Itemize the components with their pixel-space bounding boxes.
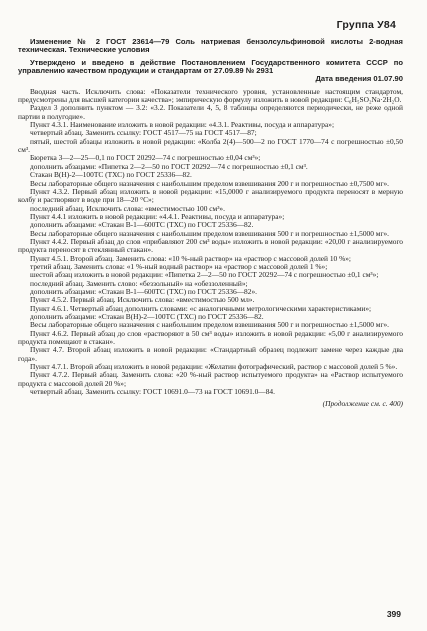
body-paragraph: Пункт 4.7. Второй абзац изложить в новой редакции: «Стандартный образец подлежит замене через каждые два года». (18, 345, 403, 363)
body-paragraph: Пункт 4.4.2. Первый абзац до слов «прибавляют 200 см³ воды» изложить в новой редакции: «20,00 г анализируемого продукта переносят в стеклянный стакан». (18, 236, 403, 255)
body-paragraph: Пункт 4.6.1. Четвертый абзац дополнить словами: «с аналогичными метрологическими характеристиками»; (30, 303, 372, 313)
body-paragraph: Пункт 4.4.1 изложить в новой редакции: «4.4.1. Реактивы, посуда и аппаратура»; (30, 211, 285, 221)
paragraph-list (18, 88, 403, 397)
page-number: 399 (386, 609, 401, 619)
body-paragraph: Стакан В(Н)-2—100ТС (ТХС) по ГОСТ 25336—82. (30, 170, 192, 180)
body-paragraph: Пункт 4.7.2. Первый абзац. Заменить слова: «20 %-ный раствор испытуемого продукта» на «Раствор испытуемого продукта с массовой долей 20 %»; (18, 370, 403, 388)
body-paragraph: шестой абзац изложить в новой редакции: «Пипетка 2—2—50 по ГОСТ 20292—74 с погрешностью ±0,1 см³»; (30, 270, 379, 280)
body-paragraph: Пункт 4.5.1. Второй абзац. Заменить слова: «10 %-ный раствор» на «раствор с массовой долей 10 %»; (30, 253, 351, 263)
body-paragraph: дополнить абзацами: «Стакан В-1—600ТС (ТХС) по ГОСТ 25336—82». (30, 286, 257, 296)
body-paragraph: Бюретка 3—2—25—0,1 по ГОСТ 20292—74 с погрешностью ±0,04 см³»; (30, 153, 261, 163)
body-paragraph: третий абзац. Заменить слова: «1 %-ный водный раствор» на «раствор с массовой долей 1 %»; (30, 261, 328, 271)
body-paragraph: Весы лабораторные общего назначения с наибольшим пределом взвешивания 200 г и погрешностью ±0,7500 мг». (30, 178, 390, 188)
body-paragraph: Пункт 4.5.2. Первый абзац. Исключить слова: «вместимостью 500 мл». (30, 295, 255, 305)
body-paragraph: дополнить абзацами: «Стакан В(Н)-2—100ТС (ТХС) по ГОСТ 25336—82. (30, 312, 264, 321)
body-paragraph: Раздел 3 дополнить пунктом — 3.2: «3.2. Показатели 4, 5, 8 таблицы определяются периодически, не реже одной партии в полугодие». (18, 103, 403, 121)
body-paragraph: Пункт 4.3.1. Наименование изложить в новой редакции: «4.3.1. Реактивы, посуда и аппаратура»; (30, 120, 335, 130)
group-code: Группа У84 (336, 19, 396, 31)
body-paragraph: Вводная часть. Исключить слова: «Показатели технического уровня, установленные настоящим стандартом, предусмотрены для высшей категории качества»; эмпирическую формулу изложить в новой редакции: C₆H₅SO₂Na·2H₂O. (18, 86, 403, 105)
body-paragraph: четвертый абзац. Заменить ссылку: ГОСТ 4517—75 на ГОСТ 4517—87; (30, 128, 257, 138)
approval-statement: Утверждено и введено в действие Постановлением Государственного комитета СССР по управлению качеством продукции и стандартам от 27.09.89 № 2931 (18, 57, 403, 76)
document-body (18, 38, 403, 409)
continuation-note: (Продолжение см. с. 400) (322, 399, 403, 409)
effective-date: Дата введения 01.07.90 (315, 74, 403, 84)
body-paragraph: Пункт 4.7.1. Второй абзац изложить в новой редакции: «Желатин фотографический, раствор с массовой долей 5 %». (30, 362, 398, 372)
body-paragraph: последний абзац. Заменить слово: «беззольный» на «обеззоленный»; (30, 278, 248, 288)
body-paragraph: четвертый абзац. Заменить ссылку: ГОСТ 10691.0—73 на ГОСТ 10691.0—84. (30, 387, 275, 397)
body-paragraph: Весы лабораторные общего назначения с наибольшим пределом взвешивания 500 г и погрешностью ±1,5000 мг». (30, 320, 390, 330)
body-paragraph: Пункт 4.3.2. Первый абзац изложить в новой редакции: «15,0000 г анализируемого продукта переносят в мерную колбу и растворяют в воде при 18—20 °С»; (18, 186, 403, 205)
amendment-title: Изменение № 2 ГОСТ 23614—79 Соль натриевая бензолсульфиновой кислоты 2-водная техническая. Технические условия (18, 37, 403, 55)
body-paragraph: пятый, шестой абзацы изложить в новой редакции: «Колба 2(4)—500—2 по ГОСТ 1770—74 с погрешностью ±0,50 см³. (18, 136, 403, 155)
body-paragraph: дополнить абзацами: «Пипетка 2—2—50 по ГОСТ 20292—74 с погрешностью ±0,1 см³. (30, 161, 308, 171)
body-paragraph: последний абзац. Исключить слова: «вместимостью 100 см³». (30, 203, 225, 213)
body-paragraph: Пункт 4.6.2. Первый абзац до слов «растворяют в 50 см³ воды» изложить в новой редакции: «5,00 г анализируемого продукта помещают в стакан». (18, 328, 403, 347)
body-paragraph: Весы лабораторные общего назначения с наибольшим пределом взвешивания 500 г и погрешностью ±1,5000 мг». (30, 228, 390, 238)
body-paragraph: дополнить абзацами: «Стакан В-1—600ТС (ТХС) по ГОСТ 25336—82. (30, 220, 254, 230)
